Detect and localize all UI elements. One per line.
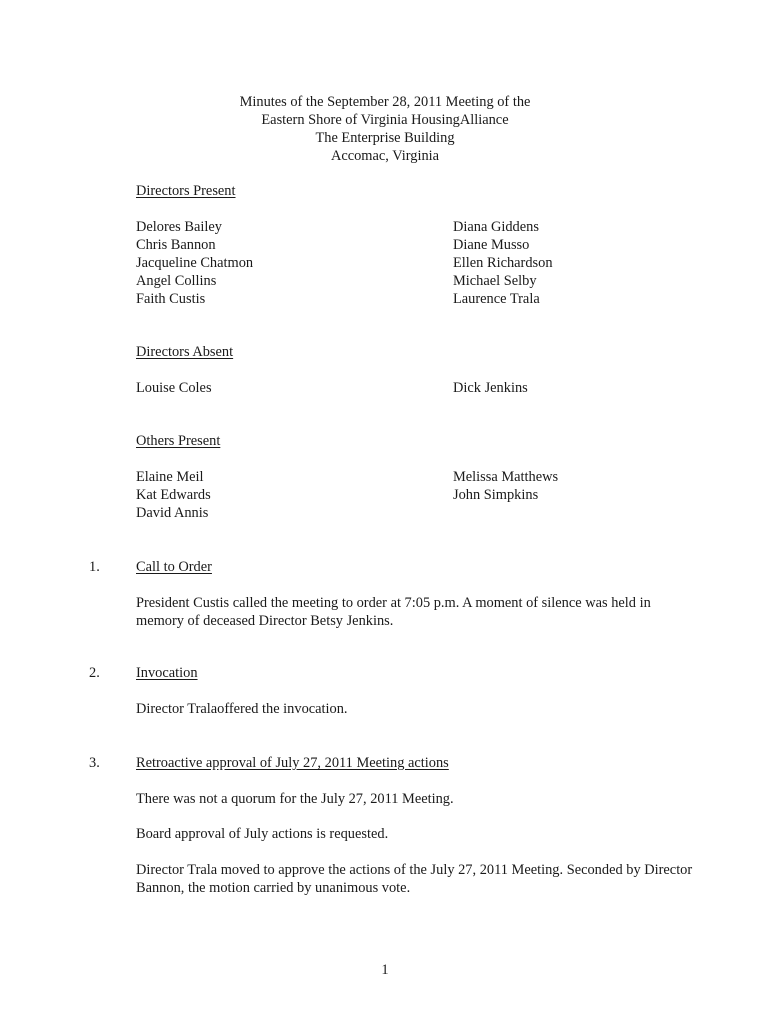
director-present-name: Diana Giddens (453, 219, 539, 235)
director-present-name: Jacqueline Chatmon (136, 255, 254, 271)
section-number: 2. (89, 665, 100, 681)
director-present-name: Angel Collins (136, 273, 217, 289)
other-present-name: Melissa Matthews (453, 469, 559, 485)
director-present-name: Ellen Richardson (453, 255, 553, 271)
section-paragraph: Director Trala moved to approve the actions of the July 27, 2011 Meeting. Seconded by Director Bannon, the motion carried by unanimous vote. (136, 862, 693, 896)
director-absent-name: Dick Jenkins (453, 380, 528, 396)
director-absent-name: Louise Coles (136, 380, 212, 396)
section-paragraph: There was not a quorum for the July 27, 2011 Meeting. (136, 791, 454, 807)
section-number: 1. (89, 559, 100, 575)
others-present-heading: Others Present (136, 433, 221, 449)
page-number: 1 (381, 962, 389, 978)
other-present-name: Kat Edwards (136, 487, 211, 503)
section-paragraph: Board approval of July actions is requested. (136, 826, 389, 842)
director-present-name: Chris Bannon (136, 237, 216, 253)
title-line-3: The Enterprise Building (315, 130, 455, 146)
section-number: 3. (89, 755, 100, 771)
section-heading-retroactive-approval: Retroactive approval of July 27, 2011 Meeting actions (136, 755, 449, 771)
director-present-name: Delores Bailey (136, 219, 222, 235)
director-present-name: Michael Selby (453, 273, 537, 289)
directors-present-heading: Directors Present (136, 183, 236, 199)
directors-absent-heading: Directors Absent (136, 344, 234, 360)
other-present-name: David Annis (136, 505, 209, 521)
title-line-4: Accomac, Virginia (330, 148, 440, 164)
section-paragraph: President Custis called the meeting to order at 7:05 p.m. A moment of silence was held in memory of deceased Director Betsy Jenkins. (136, 595, 651, 629)
director-present-name: Diane Musso (453, 237, 530, 253)
director-present-name: Faith Custis (136, 291, 206, 307)
section-heading-call-to-order: Call to Order (136, 559, 212, 575)
section-paragraph: Director Tralaoffered the invocation. (136, 701, 348, 717)
title-line-1: Minutes of the September 28, 2011 Meeting of the (239, 94, 531, 110)
other-present-name: John Simpkins (453, 487, 539, 503)
section-heading-invocation: Invocation (136, 665, 198, 681)
director-present-name: Laurence Trala (453, 291, 540, 307)
title-line-2: Eastern Shore of Virginia HousingAlliance (261, 112, 509, 128)
other-present-name: Elaine Meil (136, 469, 204, 485)
